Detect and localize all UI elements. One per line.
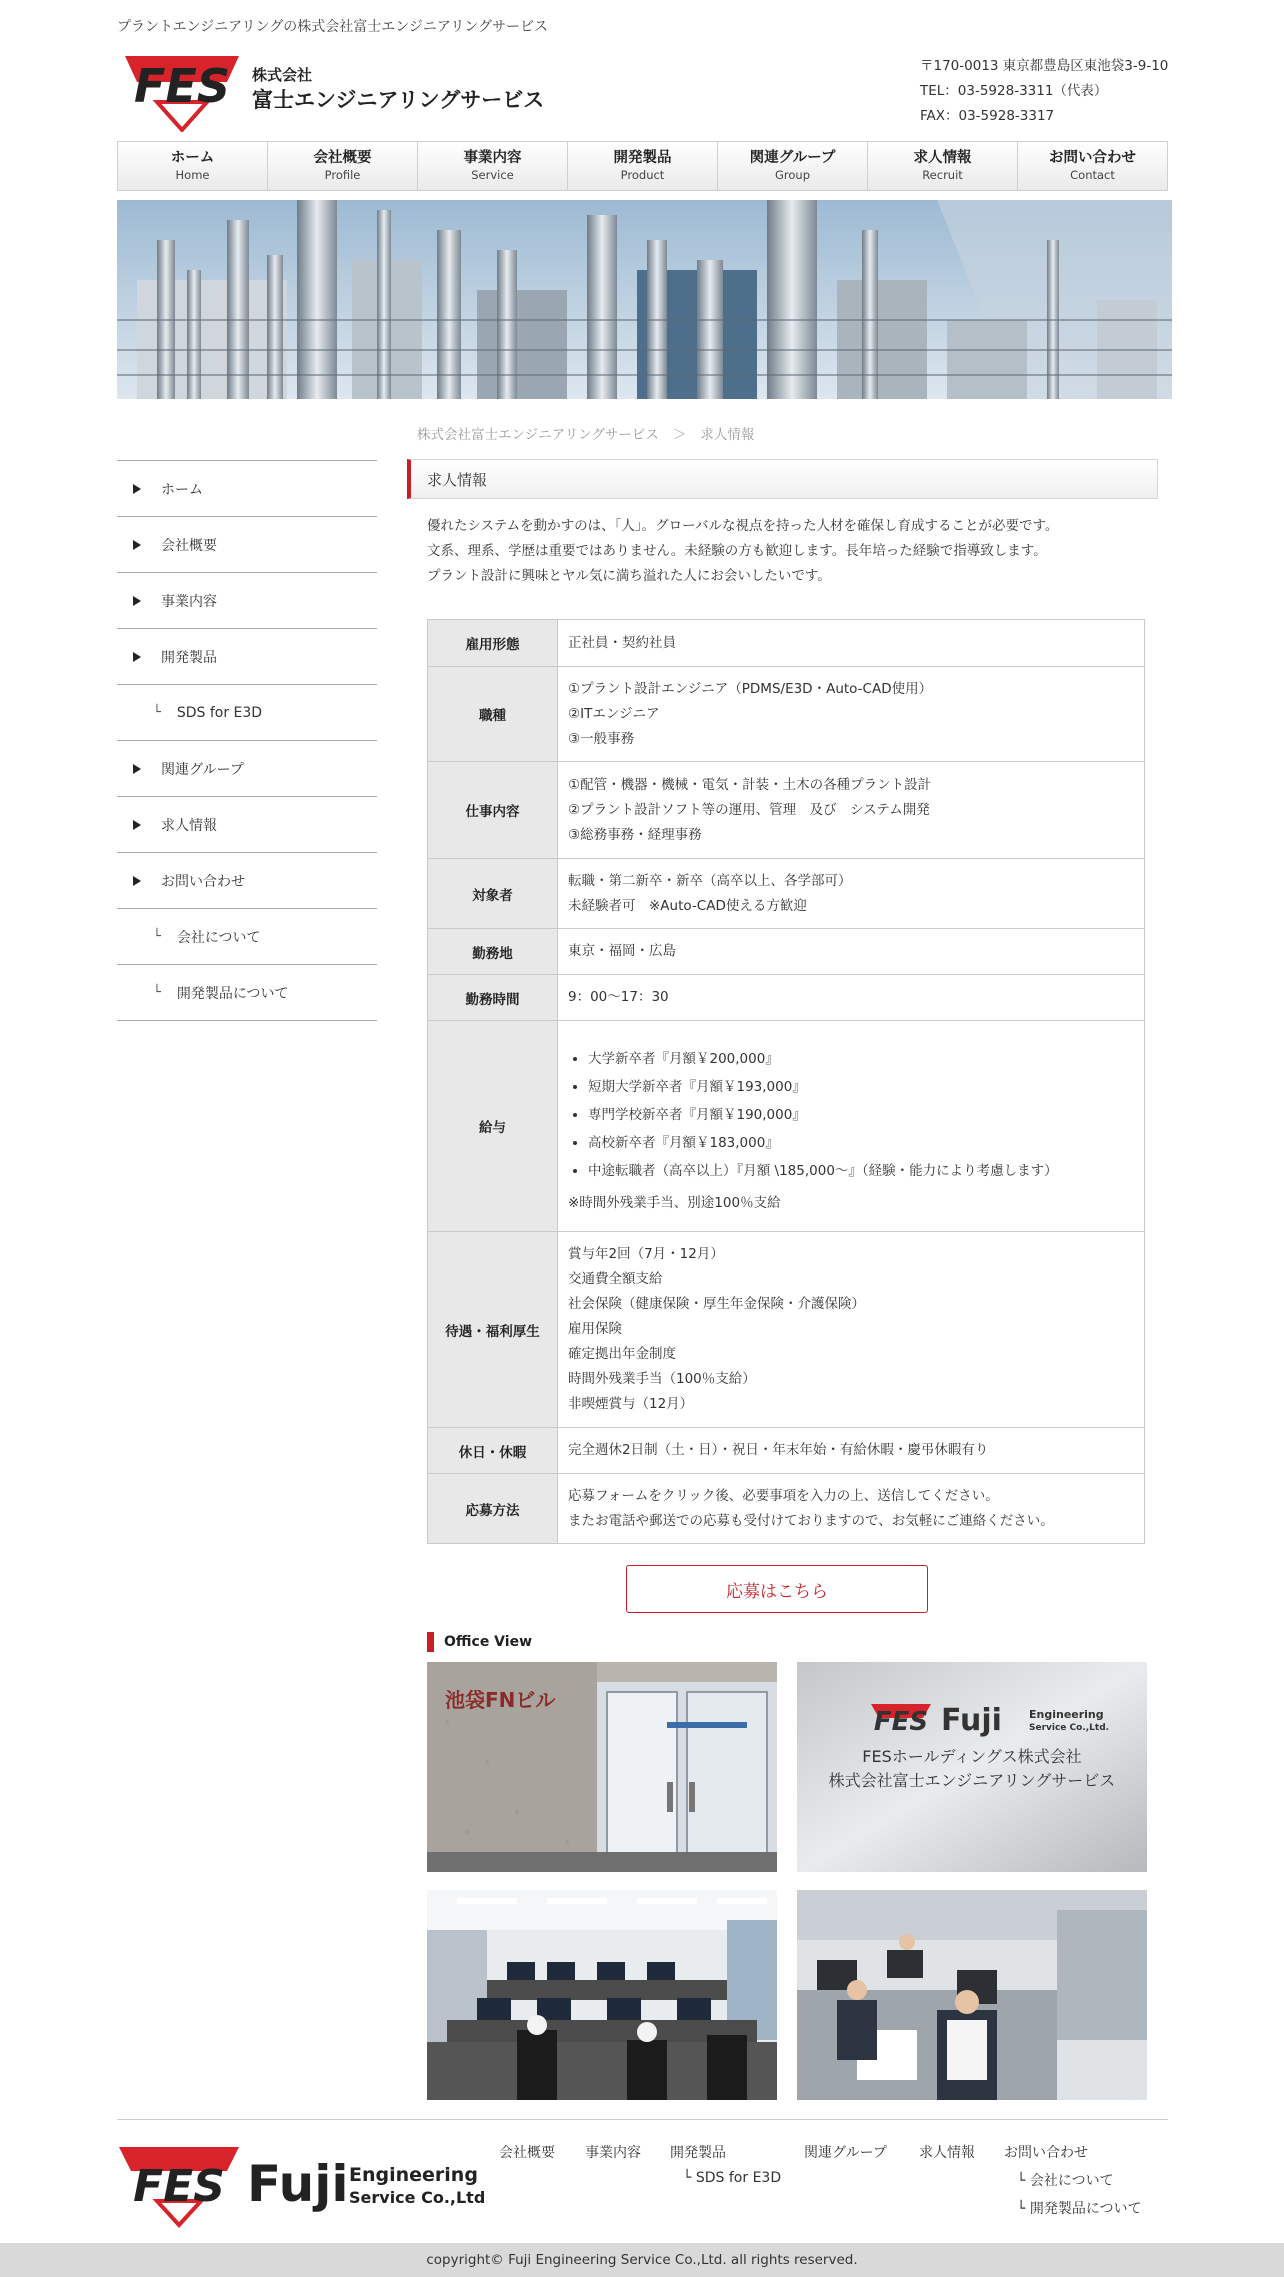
triangle-right-icon [133,652,141,662]
row-value: 9：00～17：30 [558,975,1145,1021]
header-contact [920,54,1168,129]
row-value: ①配管・機器・機械・電気・計装・土木の各種プラント設計 ②プラント設計ソフト等の運用、管理 及び システム開発 ③総務事務・経理事務 [558,762,1145,859]
footer-link-service[interactable]: 事業内容 [585,2145,641,2161]
breadcrumb-home[interactable]: 株式会社富士エンジニアリングサービス [417,427,659,443]
row-value: ①プラント設計エンジニア（PDMS/E3D・Auto-CAD使用） ②ITエンジニア ③一般事務 [558,667,1145,762]
sidebar-item-label: 開発製品 [161,649,217,666]
gnav-home[interactable] [118,142,268,190]
triangle-right-icon [133,596,141,606]
sidebar-item-label: お問い合わせ [161,873,245,890]
table-row [428,1474,1145,1544]
sidebar-item-label: ホーム [161,481,203,498]
gnav-sublabel: Home [175,168,210,182]
sidebar-item-home[interactable] [117,461,377,517]
row-label: 勤務地 [428,929,558,975]
footer-logo-icon [117,2145,487,2230]
logo-company-kind: 株式会社 [252,66,313,84]
row-label: 雇用形態 [428,620,558,667]
table-row [428,929,1145,975]
office-view-heading: Office View [427,1632,532,1652]
gnav-label: 会社概要 [313,150,372,166]
breadcrumb-separator: ＞ [672,427,687,443]
table-row [428,1428,1145,1474]
sidebar-item-contact[interactable] [117,853,377,909]
gnav-contact[interactable] [1018,142,1167,190]
gnav-label: 事業内容 [463,150,522,166]
page-title: 求人情報 [407,459,1158,499]
row-label: 待遇・福利厚生 [428,1232,558,1428]
sidebar-item-label: 事業内容 [161,593,217,610]
row-label: 応募方法 [428,1474,558,1544]
office-photo-reception [797,1662,1147,1872]
list-item: • 短期大学新卒者『月額￥193,000』 [588,1073,1134,1101]
site-tagline: プラントエンジニアリングの株式会社富士エンジニアリングサービス [117,19,549,35]
gnav-sublabel: Profile [324,168,361,182]
sidebar-item-recruit[interactable] [117,797,377,853]
sidebar-item-profile[interactable] [117,517,377,573]
footer-link-recruit[interactable]: 求人情報 [919,2145,975,2161]
row-value: 完全週休2日制（土・日）・祝日・年末年始・有給休暇・慶弔休暇有り [558,1428,1145,1474]
footer-logo[interactable] [117,2145,487,2230]
sub-branch-icon: └ [153,705,161,720]
gnav-recruit[interactable] [868,142,1018,190]
row-label: 仕事内容 [428,762,558,859]
triangle-right-icon [133,876,141,886]
sidebar-item-label: 会社について [176,929,261,946]
table-row [428,975,1145,1021]
gnav-service[interactable] [418,142,568,190]
sidebar-item-about-company[interactable] [117,909,377,965]
gnav-label: 求人情報 [913,150,972,166]
list-item: • 中途転職者（高卒以上）『月額 \185,000～』（経験・能力により考慮します） [588,1157,1134,1185]
triangle-right-icon [133,540,141,550]
row-label: 勤務時間 [428,975,558,1021]
intro-line: 優れたシステムを動かすのは、「人」。グローバルな視点を持った人材を確保し育成することが必要です。 [427,518,1059,534]
salary-list [568,1045,1134,1185]
salary-note: ※時間外残業手当、別途100％支給 [568,1194,781,1211]
svg-text:FESホールディングス株式会社: FESホールディングス株式会社 [862,1747,1082,1766]
svg-text:Service Co.,Ltd.: Service Co.,Ltd. [1029,1723,1110,1733]
list-item: • 高校新卒者『月額￥183,000』 [588,1129,1134,1157]
office-floor-photo-icon [427,1890,777,2100]
row-label: 休日・休暇 [428,1428,558,1474]
plant-image-icon [117,200,1172,399]
gnav-label: お問い合わせ [1049,150,1136,166]
office-photo-floor [427,1890,777,2100]
table-row [428,1232,1145,1428]
sidebar-item-product[interactable] [117,629,377,685]
global-nav [117,141,1168,191]
triangle-right-icon [133,764,141,774]
svg-text:Fuji: Fuji [941,1703,1002,1738]
reception-photo-icon [797,1662,1147,1872]
svg-text:池袋FNビル: 池袋FNビル [445,1688,556,1712]
sidebar-item-label: 開発製品について [176,985,289,1002]
logo-company-name: 富士エンジニアリングサービス [252,88,545,112]
intro-text [427,514,1058,589]
gnav-sublabel: Service [471,168,514,182]
copyright-text: copyright© Fuji Engineering Service Co.,Ltd. all rights reserved. [426,2252,858,2268]
intro-line: プラント設計に興味とヤル気に満ち溢れた人にお会いしたいです。 [427,568,831,584]
sidebar-nav [117,460,377,1021]
gnav-label: ホーム [170,150,215,166]
row-value: 賞与年2回（7月・12月） 交通費全額支給 社会保険（健康保険・厚生年金保険・介護保険） 雇用保険 確定拠出年金制度 時間外残業手当（100％支給） 非喫煙賞与（12月） [558,1232,1145,1428]
svg-text:Service Co.,Ltd.: Service Co.,Ltd. [349,2188,487,2207]
svg-text:Engineering: Engineering [349,2164,478,2186]
fes-logo-icon [117,52,247,132]
footer-link-contact[interactable]: お問い合わせ [1004,2145,1088,2161]
hero-plant-image [117,200,1172,399]
header-fax: FAX：03-5928-3317 [920,108,1055,124]
gnav-label: 開発製品 [613,150,672,166]
sidebar-item-label: 求人情報 [161,817,217,834]
list-item: • 専門学校新卒者『月額￥190,000』 [588,1101,1134,1129]
recruit-table [427,619,1145,1544]
list-item: • 大学新卒者『月額￥200,000』 [588,1045,1134,1073]
sub-branch-icon: └ [153,929,161,944]
svg-text:FES: FES [134,59,230,113]
sidebar-item-label: 関連グループ [161,761,244,778]
staff-photo-icon [797,1890,1147,2100]
gnav-sublabel: Group [774,168,810,182]
table-row [428,620,1145,667]
svg-text:FES: FES [133,2161,225,2212]
sidebar-item-sds-for-e3d[interactable] [117,685,377,741]
office-photo-staff [797,1890,1147,2100]
row-value: 正社員・契約社員 [558,620,1145,667]
gnav-profile[interactable] [268,142,418,190]
office-photo-entrance [427,1662,777,1872]
table-row [428,1021,1145,1232]
entrance-photo-icon [427,1662,777,1872]
gnav-group[interactable] [718,142,868,190]
sidebar-item-about-product[interactable] [117,965,377,1021]
copyright-bar [0,2243,1284,2277]
breadcrumb-current: 求人情報 [700,427,755,443]
footer-link-about-company[interactable]: └ 会社について [1017,2173,1114,2189]
gnav-label: 関連グループ [749,150,836,166]
footer-link-group[interactable]: 関連グループ [804,2145,887,2161]
row-value [558,1021,1145,1232]
row-label: 給与 [428,1021,558,1232]
breadcrumb [417,423,768,443]
sidebar-item-label: SDS for E3D [176,704,263,721]
triangle-right-icon [133,820,141,830]
table-row [428,667,1145,762]
row-label: 職種 [428,667,558,762]
gnav-product[interactable] [568,142,718,190]
gnav-sublabel: Recruit [922,168,963,182]
header-tel: TEL：03-5928-3311（代表） [920,83,1108,99]
table-row [428,859,1145,929]
svg-text:Fuji: Fuji [247,2155,349,2213]
footer-link-sds-for-e3d[interactable]: └ SDS for E3D [683,2170,782,2186]
footer-link-about-product[interactable]: └ 開発製品について [1017,2201,1142,2217]
sub-branch-icon: └ [153,985,161,1000]
row-value: 東京・福岡・広島 [558,929,1145,975]
table-row [428,762,1145,859]
sidebar-item-service[interactable] [117,573,377,629]
sidebar-item-label: 会社概要 [161,537,217,554]
svg-text:株式会社富士エンジニアリングサービス: 株式会社富士エンジニアリングサービス [828,1771,1116,1790]
row-value: 転職・第二新卒・新卒（高卒以上、各学部可） 未経験者可 ※Auto-CAD使える方歓迎 [558,859,1145,929]
footer-link-product[interactable]: 開発製品 [670,2145,726,2161]
apply-button[interactable]: 応募はこちら [626,1565,928,1613]
sidebar-item-group[interactable] [117,741,377,797]
header-address: 〒170-0013 東京都豊島区東池袋3-9-10 [920,58,1169,74]
footer-divider [117,2119,1168,2120]
triangle-right-icon [133,484,141,494]
gnav-sublabel: Contact [1070,168,1115,182]
row-value: 応募フォームをクリック後、必要事項を入力の上、送信してください。 またお電話や郵送での応募も受付けておりますので、お気軽にご連絡ください。 [558,1474,1145,1544]
svg-text:FES: FES [873,1707,929,1737]
row-label: 対象者 [428,859,558,929]
intro-line: 文系、理系、学歴は重要ではありません。未経験の方も歓迎します。長年培った経験で指導致します。 [427,543,1047,559]
footer-link-profile[interactable]: 会社概要 [499,2145,555,2161]
gnav-sublabel: Product [620,168,665,182]
svg-text:Engineering: Engineering [1029,1708,1104,1721]
